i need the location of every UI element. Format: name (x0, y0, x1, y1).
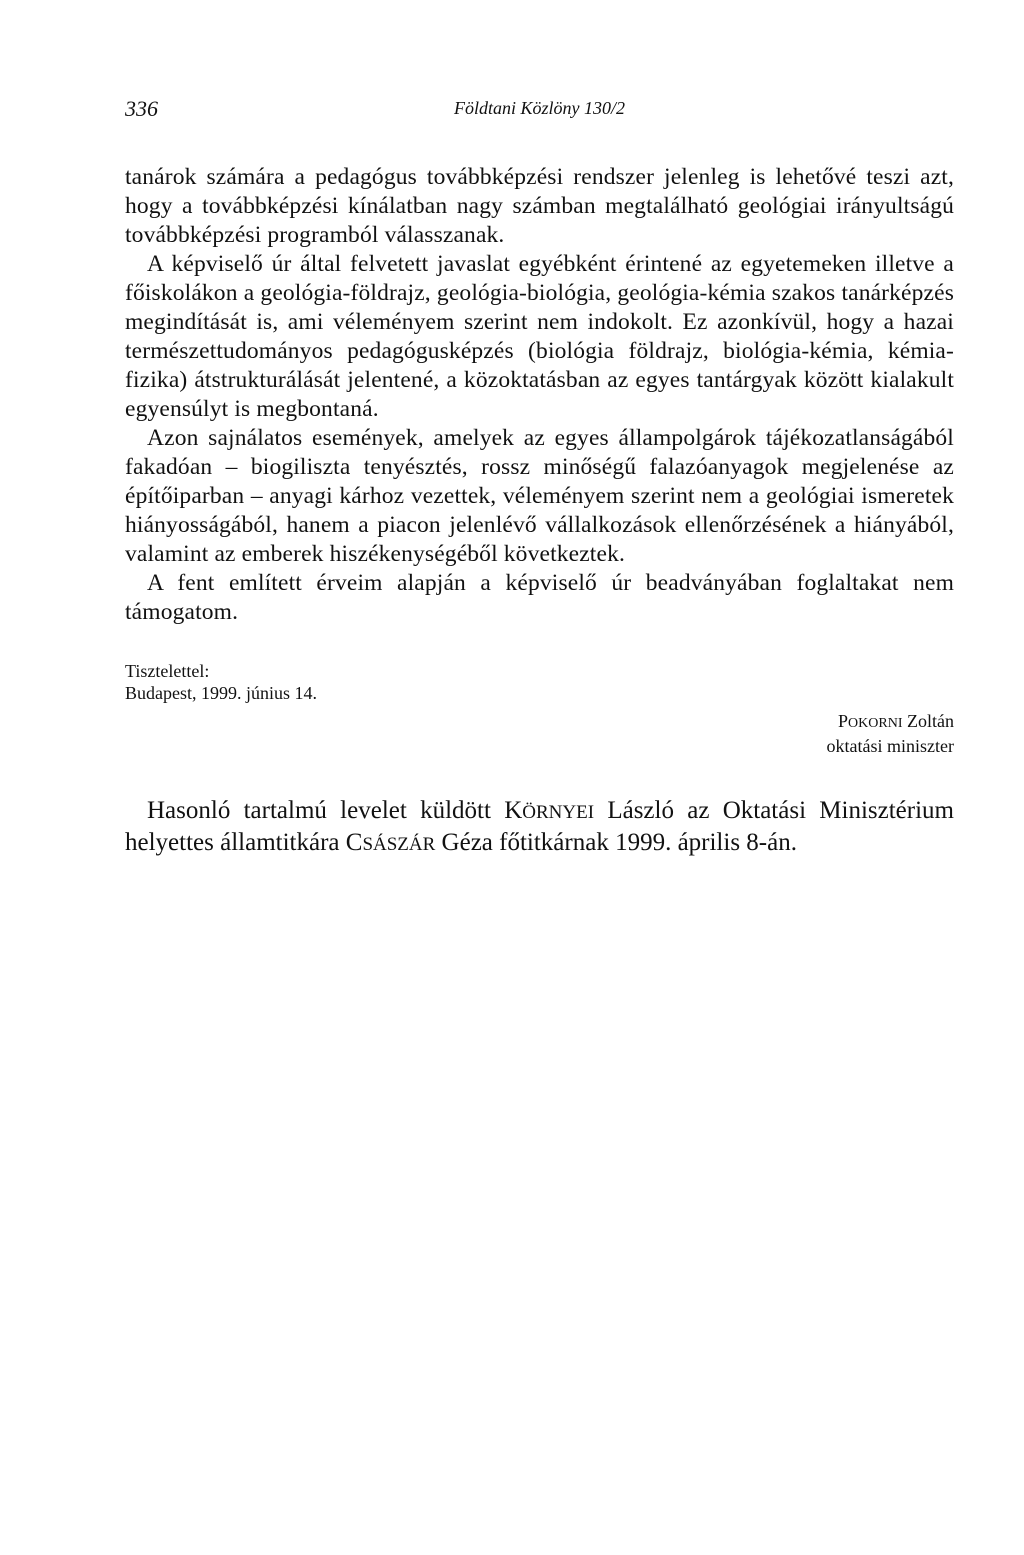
document-page (125, 96, 954, 860)
note-name-2-initial: C (345, 829, 363, 856)
note-name-1-initial: K (504, 797, 523, 824)
place-and-date: Budapest, 1999. június 14. (125, 683, 317, 703)
letter-closing (125, 660, 954, 704)
paragraph-2: A képviselő úr által felvetett javaslat egyébként érintené az egyetemeken illetve a főiskolákon a geológia-földrajz, geológia-biológia, geológia-kémia szakos tanárképzés megindítását is, ami véleményem szerint nem indokolt. Ez azonkívül, hogy a hazai természettudományos pedagógusképzés (biológia földrajz, biológia-kémia, kémia-fizika) átstrukturálását jelentené, a közoktatásban az egyes tantárgyak között kialakult egyensúlyt is megbontaná. (125, 251, 954, 422)
signatory-surname-rest: OKORNI (848, 716, 903, 731)
signatory-surname-initial: P (838, 711, 849, 731)
paragraph-1: tanárok számára a pedagógus továbbképzési rendszer jelenleg is lehetővé teszi azt, hogy a továbbképzési kínálatban nagy számban megtalálható geológiai irányultságú továbbképzési programból válasszanak. (125, 164, 954, 248)
paragraph-3: Azon sajnálatos események, amelyek az egyes állampolgárok tájékozatlanságából fakadóan – biogiliszta tenyésztés, rossz minőségű falazóanyagok megjelenése az építőiparban – anyagi kárhoz vezettek, véleményem szerint nem a geológiai ismeretek hiányosságából, hanem a piacon jelenlévő vállalkozások ellenőrzésének a hiányából, valamint az emberek hiszékenységéből következtek. (125, 425, 954, 567)
page-number: 336 (125, 96, 158, 121)
closing-greeting: Tisztelettel: (125, 661, 210, 681)
note-name-1-rest: ÖRNYEI (522, 802, 595, 823)
signatory-title: oktatási miniszter (826, 736, 954, 756)
journal-title: Földtani Közlöny 130/2 (454, 98, 625, 118)
paragraph-4: A fent említett érveim alapján a képviselő úr beadványában foglaltakat nem támogatom. (125, 570, 954, 625)
note-text-1: Hasonló tartalmú levelet küldött (147, 797, 505, 824)
signature-block (125, 710, 954, 757)
running-header (125, 96, 954, 126)
note-name-2-rest: SÁSZÁR (362, 834, 436, 855)
editorial-note (125, 796, 954, 860)
signatory-name (125, 710, 954, 735)
note-text-2: László az Oktatási Minisztérium helyettes államtitkára (125, 797, 954, 856)
letter-body (125, 163, 954, 627)
note-text-3: Géza főtitkárnak 1999. április 8-án. (435, 829, 797, 856)
signatory-given-name: Zoltán (902, 711, 954, 731)
